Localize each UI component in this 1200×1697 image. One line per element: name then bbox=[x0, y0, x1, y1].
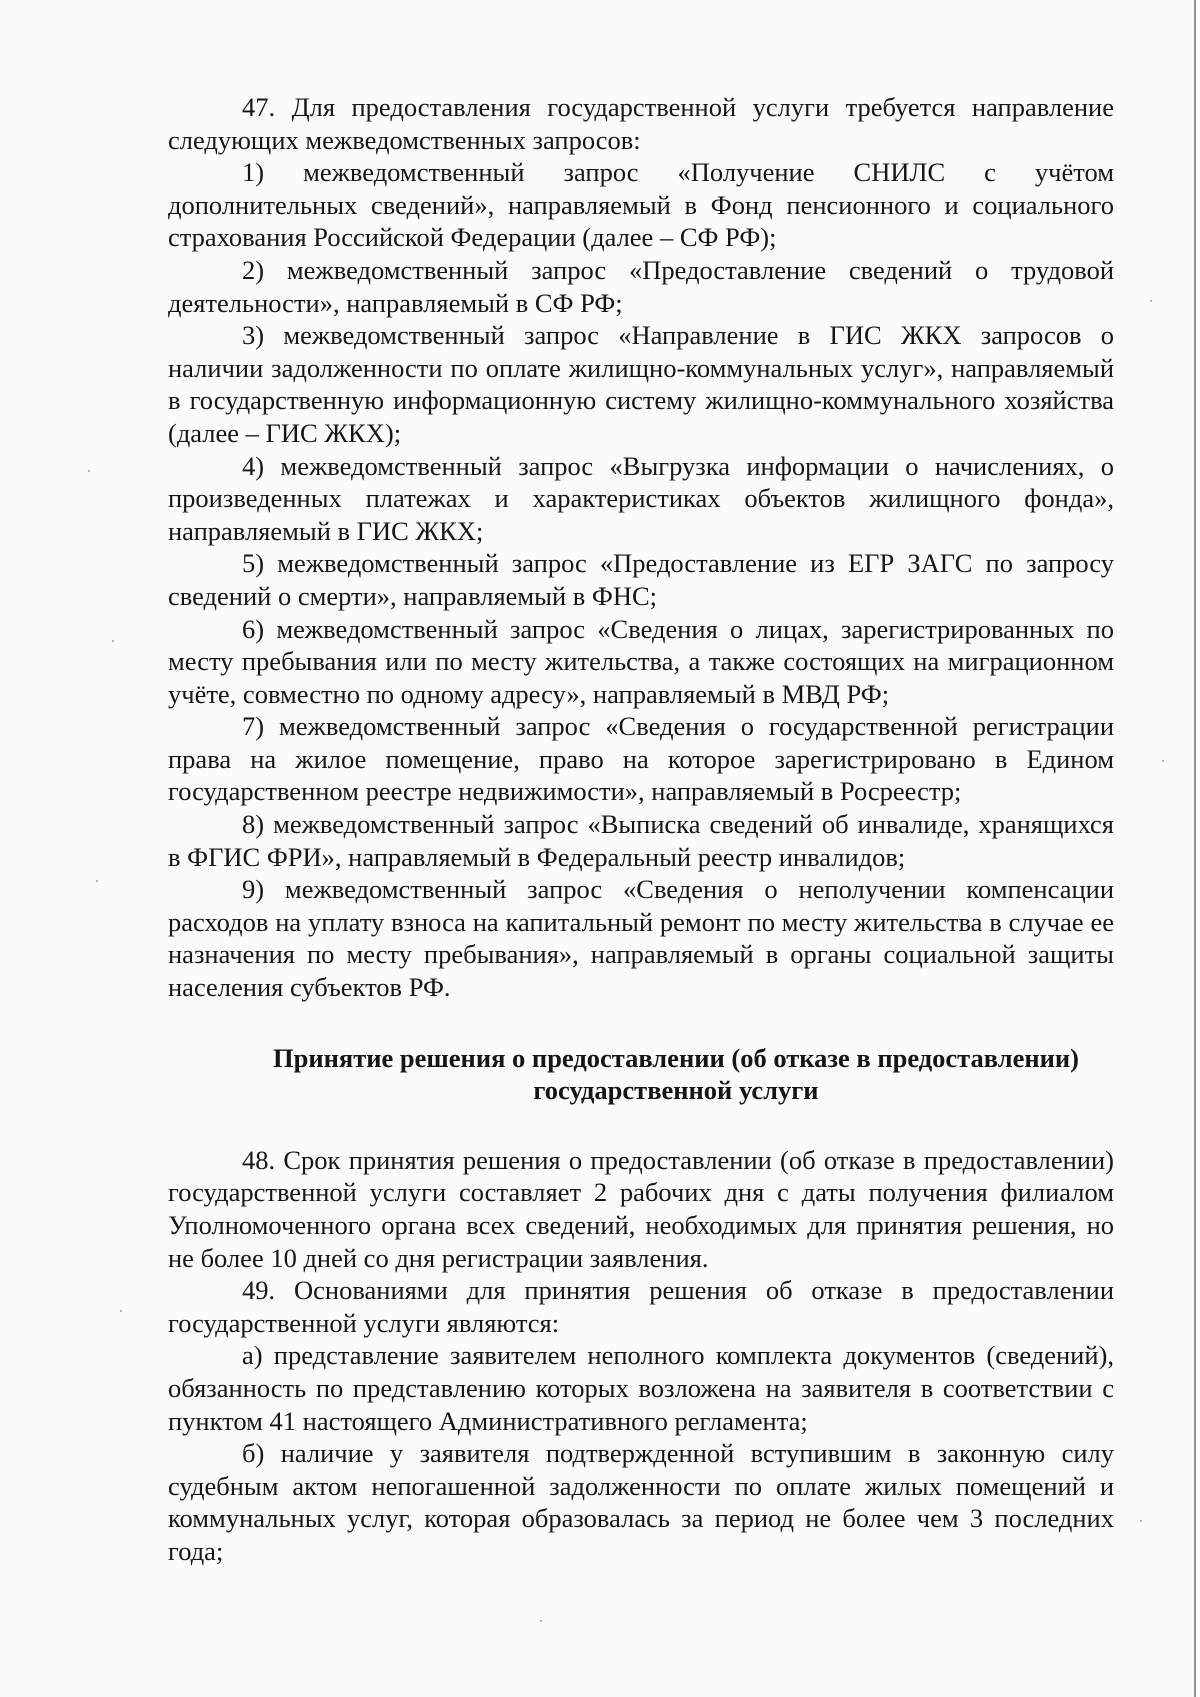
scan-speck bbox=[1150, 300, 1152, 302]
scan-speck bbox=[1140, 1520, 1142, 1522]
list-item-6: 6) межведомственный запрос «Сведения о лицах, зарегистрированных по месту пребывания или по месту жительства, а также состоящих на миграционном учёте, совместно по одному адресу», направляемый в МВД РФ; bbox=[168, 613, 1114, 709]
list-item-2: 2) межведомственный запрос «Предоставление сведений о трудовой деятельности», направляемый в СФ РФ; bbox=[168, 254, 1114, 318]
list-item-9: 9) межведомственный запрос «Сведения о неполучении компенсации расходов на уплату взноса на капитальный ремонт по месту жительства в случае ее назначения по месту пребывания», направляемый в органы социальной защиты населения субъектов РФ. bbox=[168, 874, 1114, 1003]
list-item-5: 5) межведомственный запрос «Предоставление из ЕГР ЗАГС по запросу сведений о смерти», направляемый в ФНС; bbox=[168, 548, 1114, 611]
scan-speck bbox=[96, 880, 98, 882]
scan-speck bbox=[540, 1620, 542, 1622]
document-body bbox=[168, 91, 1114, 1568]
scan-speck bbox=[112, 640, 114, 642]
scan-speck bbox=[88, 470, 90, 472]
paragraph-47: 47. Для предоставления государственной услуги требуется направление следующих межведомственных запросов: bbox=[168, 92, 1114, 155]
list-item-4: 4) межведомственный запрос «Выгрузка информации о начислениях, о произведенных платежах и характеристиках объектов жилищного фонда», направляемый в ГИС ЖКХ; bbox=[168, 450, 1114, 546]
list-item-3: 3) межведомственный запрос «Направление в ГИС ЖКХ запросов о наличии задолженности по оплате жилищно-коммунальных услуг», направляемый в государственную информационную систему жилищно-коммунального хозяйства (далее – ГИС ЖКХ); bbox=[168, 320, 1114, 448]
scan-edge-line bbox=[1194, 0, 1196, 1697]
paragraph-49: 49. Основаниями для принятия решения об отказе в предоставлении государственной услуги являются: bbox=[168, 1275, 1114, 1338]
section-heading: Принятие решения о предоставлении (об отказе в предоставлении) государственной услуги bbox=[273, 1042, 1079, 1106]
list-item-a: а) представление заявителем неполного комплекта документов (сведений), обязанность по представлению которых возложена на заявителя в соответствии с пунктом 41 настоящего Административного регламента; bbox=[168, 1340, 1114, 1436]
paragraph-48: 48. Срок принятия решения о предоставлении (об отказе в предоставлении) государственной услуги составляет 2 рабочих дня с даты получения филиалом Уполномоченного органа всех сведений, необходимых для принятия решения, но не более 10 дней со дня регистрации заявления. bbox=[168, 1144, 1114, 1273]
list-item-8: 8) межведомственный запрос «Выписка сведений об инвалиде, хранящихся в ФГИС ФРИ», направляемый в Федеральный реестр инвалидов; bbox=[168, 809, 1114, 872]
list-item-b: б) наличие у заявителя подтвержденной вступившим в законную силу судебным актом непогашенной задолженности по оплате жилых помещений и коммунальных услуг, которая образовалась за период не более чем 3 последних года; bbox=[168, 1438, 1114, 1566]
scan-speck bbox=[120, 1310, 122, 1312]
scan-speck bbox=[1162, 760, 1164, 762]
list-item-7: 7) межведомственный запрос «Сведения о государственной регистрации права на жилое помещение, право на которое зарегистрировано в Едином государственном реестре недвижимости», направляемый в Росреестр; bbox=[168, 711, 1114, 807]
list-item-1: 1) межведомственный запрос «Получение СНИЛС с учётом дополнительных сведений», направляемый в Фонд пенсионного и социального страхования Российской Федерации (далее – СФ РФ); bbox=[168, 157, 1114, 253]
